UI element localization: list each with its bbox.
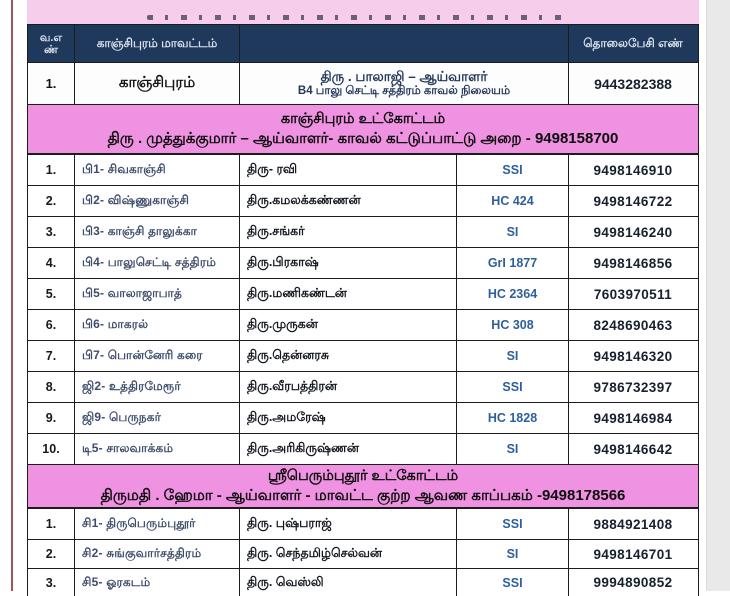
- row-serial: 9.: [28, 403, 75, 433]
- row-officer-name: திரு.மணிகண்டன்: [240, 279, 457, 309]
- section-band-kanchipuram: [28, 105, 698, 155]
- row-officer-name: திரு.முருகன்: [240, 310, 457, 340]
- row-officer-name: திரு. வெஸ்லி: [240, 569, 457, 596]
- row-rank: SSI: [457, 509, 569, 539]
- row-officer-name: திரு- ரவி: [240, 155, 457, 185]
- table-header-row: [28, 25, 698, 63]
- district-place: காஞ்சிபுரம்: [75, 63, 240, 104]
- row-place: பி2- விஷ்ணுகாஞ்சி: [75, 186, 240, 216]
- row-place: டி5- சாலவாக்கம்: [75, 434, 240, 464]
- row-serial: 1.: [28, 155, 75, 185]
- table-row: [28, 279, 698, 310]
- row-serial: 2.: [28, 540, 75, 568]
- row-rank: SSI: [457, 155, 569, 185]
- table-row: [28, 509, 698, 540]
- table-row: [28, 186, 698, 217]
- row-serial: 6.: [28, 310, 75, 340]
- district-officer: [240, 63, 569, 104]
- table-row: [28, 403, 698, 434]
- header-phone-column: தொலைபேசி எண்: [583, 35, 683, 50]
- row-serial: 2.: [28, 186, 75, 216]
- row-phone: 9994890852: [593, 575, 673, 590]
- row-serial: 8.: [28, 372, 75, 402]
- row-rank: GrI 1877: [457, 248, 569, 278]
- row-place: சி2- சுங்குவார்சத்திரம்: [75, 540, 240, 568]
- row-serial: 3.: [28, 217, 75, 247]
- row-officer-name: திரு.அமரேஷ்: [240, 403, 457, 433]
- table-row: [28, 434, 698, 465]
- table-row: [28, 569, 698, 596]
- district-row: [28, 63, 698, 105]
- row-rank: HC 2364: [457, 279, 569, 309]
- row-officer-name: திரு.பிரகாஷ்: [240, 248, 457, 278]
- table-row: [28, 540, 698, 569]
- table-row: [28, 217, 698, 248]
- row-phone: 9498146240: [593, 224, 673, 240]
- row-serial: 1.: [28, 509, 75, 539]
- left-red-rule: [11, 0, 13, 591]
- row-place: சி1- திருபெரும்புதூர்: [75, 509, 240, 539]
- table-row: [28, 310, 698, 341]
- right-scan-margin: [706, 0, 730, 591]
- row-place: ஜி2- உத்திரமேரூர்: [75, 372, 240, 402]
- row-place: பி4- பாலுசெட்டி சத்திரம்: [75, 248, 240, 278]
- row-phone: 9498146642: [593, 441, 673, 457]
- row-phone: 9786732397: [593, 379, 673, 395]
- row-rank: HC 424: [457, 186, 569, 216]
- header-empty-cell: [240, 25, 569, 62]
- row-phone: 9498146701: [593, 546, 673, 562]
- row-serial: 5.: [28, 279, 75, 309]
- section-subtitle: திரு . முத்துக்குமார் – ஆய்வாளர்- காவல் கட்டுப்பாட்டு அறை - 9498158700: [107, 129, 619, 147]
- row-officer-name: திரு.கமலக்கண்ணன்: [240, 186, 457, 216]
- district-officer-name: திரு . பாலாஜி – ஆய்வாளர்: [320, 69, 488, 84]
- row-phone: 9884921408: [593, 516, 673, 532]
- row-officer-name: திரு.தென்னரசு: [240, 341, 457, 371]
- district-serial: 1.: [28, 63, 75, 104]
- row-officer-name: திரு. புஷ்பராஜ்: [240, 509, 457, 539]
- section-band-sriperumbudur: [28, 465, 698, 509]
- row-rank: SI: [457, 341, 569, 371]
- row-phone: 9498146984: [593, 410, 673, 426]
- header-serial-column: [28, 25, 75, 62]
- row-phone: 8248690463: [593, 317, 673, 333]
- table-row: [28, 155, 698, 186]
- header-serial-line2: ண்: [44, 43, 58, 56]
- row-phone: 9498146910: [593, 162, 673, 178]
- district-officer-station: B4 பாலு செட்டி சத்திரம் காவல் நிலையம்: [297, 85, 511, 97]
- row-phone: 9498146722: [593, 193, 673, 209]
- row-rank: SSI: [457, 569, 569, 596]
- row-phone: 9498146856: [593, 255, 673, 271]
- row-officer-name: திரு.அரிகிருஷ்ணன்: [240, 434, 457, 464]
- table-row: [28, 341, 698, 372]
- section-subtitle: திருமதி . ஹேமா - ஆய்வாளர் - மாவட்ட குற்ற ஆவண காப்பகம் -9498178566: [100, 486, 626, 504]
- row-rank: SI: [457, 434, 569, 464]
- contact-table: [27, 24, 699, 596]
- header-district-column: காஞ்சிபுரம் மாவட்டம்: [75, 25, 240, 62]
- row-phone: 9498146320: [593, 348, 673, 364]
- row-serial: 3.: [28, 569, 75, 596]
- row-rank: SI: [457, 540, 569, 568]
- row-rank: SSI: [457, 372, 569, 402]
- row-place: பி5- வாலாஜாபாத்: [75, 279, 240, 309]
- section-title: ஸ்ரீபெரும்புதூர் உட்கோட்டம்: [267, 467, 459, 484]
- cropped-title-text-remnant: [147, 15, 567, 20]
- row-officer-name: திரு.சங்கர்: [240, 217, 457, 247]
- row-serial: 7.: [28, 341, 75, 371]
- row-officer-name: திரு. செந்தமிழ்செல்வன்: [240, 540, 457, 568]
- row-place: பி3- காஞ்சி தாலுக்கா: [75, 217, 240, 247]
- row-officer-name: திரு.வீரபத்திரன்: [240, 372, 457, 402]
- district-phone: 9443282388: [594, 75, 672, 92]
- row-place: பி6- மாகரல்: [75, 310, 240, 340]
- row-serial: 4.: [28, 248, 75, 278]
- header-serial-line1: வ.எ: [39, 31, 63, 44]
- table-row: [28, 248, 698, 279]
- section-title: காஞ்சிபுரம் உட்கோட்டம்: [280, 110, 446, 127]
- row-rank: HC 308: [457, 310, 569, 340]
- row-place: பி1- சிவகாஞ்சி: [75, 155, 240, 185]
- cropped-title-strip: [27, 0, 699, 25]
- row-rank: HC 1828: [457, 403, 569, 433]
- row-place: பி7- பொன்னேரி கரை: [75, 341, 240, 371]
- row-serial: 10.: [28, 434, 75, 464]
- row-phone: 7603970511: [593, 286, 673, 302]
- table-row: [28, 372, 698, 403]
- row-rank: SI: [457, 217, 569, 247]
- row-place: சி5- ஓரகடம்: [75, 569, 240, 596]
- row-place: ஜி9- பெருநகர்: [75, 403, 240, 433]
